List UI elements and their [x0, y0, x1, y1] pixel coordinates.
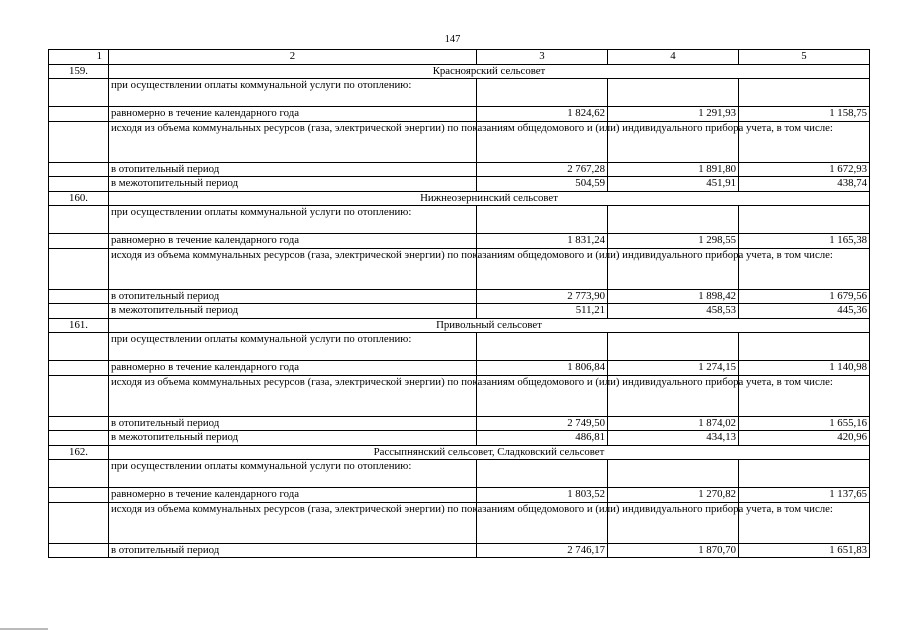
- value-col-5: 1 672,93: [739, 162, 870, 177]
- value-col-5: 1 137,65: [739, 488, 870, 503]
- header-col-2: 2: [109, 50, 477, 65]
- table-row: [49, 375, 870, 416]
- header-col-5: 5: [739, 50, 870, 65]
- value-col-3: [477, 333, 608, 361]
- row-description: равномерно в течение календарного года: [109, 234, 477, 249]
- row-description: исходя из объема коммунальных ресурсов (газа, электрической энергии) по показаниям общедомового и (или) индивидуального прибора учета, в том числе:: [109, 502, 477, 543]
- value-col-4: [608, 333, 739, 361]
- table-row: [49, 206, 870, 234]
- table-row: [49, 79, 870, 107]
- row-number-cell: [49, 375, 109, 416]
- row-number-cell: [49, 248, 109, 289]
- row-description: при осуществлении оплаты коммунальной услуги по отоплению:: [109, 333, 477, 361]
- value-col-4: [608, 79, 739, 107]
- table-row: [49, 361, 870, 376]
- value-col-3: 1 806,84: [477, 361, 608, 376]
- row-description: в отопительный период: [109, 543, 477, 558]
- row-number-cell: [49, 488, 109, 503]
- value-col-5: 445,36: [739, 304, 870, 319]
- value-col-3: 1 803,52: [477, 488, 608, 503]
- page-number: 147: [444, 34, 461, 45]
- row-description: исходя из объема коммунальных ресурсов (газа, электрической энергии) по показаниям общедомового и (или) индивидуального прибора учета, в том числе:: [109, 121, 477, 162]
- value-col-3: 1 831,24: [477, 234, 608, 249]
- value-col-4: [608, 460, 739, 488]
- section-number: 162.: [49, 445, 109, 460]
- row-number-cell: [49, 416, 109, 431]
- row-description: в межотопительный период: [109, 304, 477, 319]
- table-row: [49, 162, 870, 177]
- section-title: Рассыпнянский сельсовет, Сладковский сельсовет: [109, 445, 870, 460]
- tariff-table: [48, 49, 870, 558]
- value-col-4: 1 298,55: [608, 234, 739, 249]
- value-col-4: 451,91: [608, 177, 739, 192]
- row-number-cell: [49, 79, 109, 107]
- table-row: [49, 107, 870, 122]
- row-description: в отопительный период: [109, 289, 477, 304]
- row-number-cell: [49, 502, 109, 543]
- section-title: Красноярский сельсовет: [109, 64, 870, 79]
- value-col-4: 1 891,80: [608, 162, 739, 177]
- section-title: Нижнеозернинский сельсовет: [109, 191, 870, 206]
- value-col-5: [739, 460, 870, 488]
- value-col-5: [739, 79, 870, 107]
- row-number-cell: [49, 304, 109, 319]
- section-number: 161.: [49, 318, 109, 333]
- table-row: [49, 543, 870, 558]
- row-description: равномерно в течение календарного года: [109, 488, 477, 503]
- value-col-4: 458,53: [608, 304, 739, 319]
- row-description: при осуществлении оплаты коммунальной услуги по отоплению:: [109, 206, 477, 234]
- table-row: [49, 234, 870, 249]
- table-row: [49, 248, 870, 289]
- row-number-cell: [49, 460, 109, 488]
- row-number-cell: [49, 333, 109, 361]
- value-col-4: 434,13: [608, 431, 739, 446]
- value-col-4: 1 274,15: [608, 361, 739, 376]
- row-description: при осуществлении оплаты коммунальной услуги по отоплению:: [109, 460, 477, 488]
- row-number-cell: [49, 289, 109, 304]
- row-number-cell: [49, 107, 109, 122]
- value-col-5: 1 679,56: [739, 289, 870, 304]
- table-row: [49, 431, 870, 446]
- value-col-5: 1 158,75: [739, 107, 870, 122]
- row-description: в межотопительный период: [109, 431, 477, 446]
- value-col-5: 1 140,98: [739, 361, 870, 376]
- value-col-4: 1 870,70: [608, 543, 739, 558]
- row-description: исходя из объема коммунальных ресурсов (газа, электрической энергии) по показаниям общедомового и (или) индивидуального прибора учета, в том числе:: [109, 375, 477, 416]
- value-col-4: [608, 206, 739, 234]
- value-col-3: [477, 79, 608, 107]
- header-col-3: 3: [477, 50, 608, 65]
- row-number-cell: [49, 361, 109, 376]
- row-number-cell: [49, 431, 109, 446]
- table-row: [49, 333, 870, 361]
- header-col-4: 4: [608, 50, 739, 65]
- header-col-1: 1: [49, 50, 109, 65]
- section-header-row: [49, 318, 870, 333]
- table-row: [49, 488, 870, 503]
- value-col-3: 504,59: [477, 177, 608, 192]
- table-row: [49, 121, 870, 162]
- row-description: равномерно в течение календарного года: [109, 361, 477, 376]
- value-col-3: 2 746,17: [477, 543, 608, 558]
- row-description: в отопительный период: [109, 416, 477, 431]
- section-title: Привольный сельсовет: [109, 318, 870, 333]
- value-col-3: [477, 460, 608, 488]
- table-row: [49, 460, 870, 488]
- section-header-row: [49, 445, 870, 460]
- table-header-row: [49, 50, 870, 65]
- value-col-5: [739, 206, 870, 234]
- row-number-cell: [49, 543, 109, 558]
- row-description: равномерно в течение календарного года: [109, 107, 477, 122]
- table-row: [49, 289, 870, 304]
- row-description: исходя из объема коммунальных ресурсов (газа, электрической энергии) по показаниям общедомового и (или) индивидуального прибора учета, в том числе:: [109, 248, 477, 289]
- value-col-3: 2 767,28: [477, 162, 608, 177]
- value-col-3: [477, 206, 608, 234]
- section-header-row: [49, 64, 870, 79]
- value-col-3: 2 773,90: [477, 289, 608, 304]
- value-col-3: 2 749,50: [477, 416, 608, 431]
- value-col-3: 511,21: [477, 304, 608, 319]
- value-col-4: 1 291,93: [608, 107, 739, 122]
- tariff-table-body: [49, 50, 870, 558]
- table-row: [49, 416, 870, 431]
- row-number-cell: [49, 234, 109, 249]
- row-description: в отопительный период: [109, 162, 477, 177]
- row-description: в межотопительный период: [109, 177, 477, 192]
- table-row: [49, 502, 870, 543]
- table-row: [49, 177, 870, 192]
- value-col-5: 420,96: [739, 431, 870, 446]
- value-col-5: 1 165,38: [739, 234, 870, 249]
- value-col-5: 1 655,16: [739, 416, 870, 431]
- row-number-cell: [49, 162, 109, 177]
- value-col-3: 486,81: [477, 431, 608, 446]
- section-number: 159.: [49, 64, 109, 79]
- row-description: при осуществлении оплаты коммунальной услуги по отоплению:: [109, 79, 477, 107]
- row-number-cell: [49, 121, 109, 162]
- table-row: [49, 304, 870, 319]
- value-col-4: 1 270,82: [608, 488, 739, 503]
- value-col-5: 438,74: [739, 177, 870, 192]
- page-edge-mark: [0, 628, 48, 630]
- row-number-cell: [49, 177, 109, 192]
- row-number-cell: [49, 206, 109, 234]
- value-col-4: 1 898,42: [608, 289, 739, 304]
- value-col-3: 1 824,62: [477, 107, 608, 122]
- section-number: 160.: [49, 191, 109, 206]
- value-col-5: 1 651,83: [739, 543, 870, 558]
- value-col-4: 1 874,02: [608, 416, 739, 431]
- section-header-row: [49, 191, 870, 206]
- value-col-5: [739, 333, 870, 361]
